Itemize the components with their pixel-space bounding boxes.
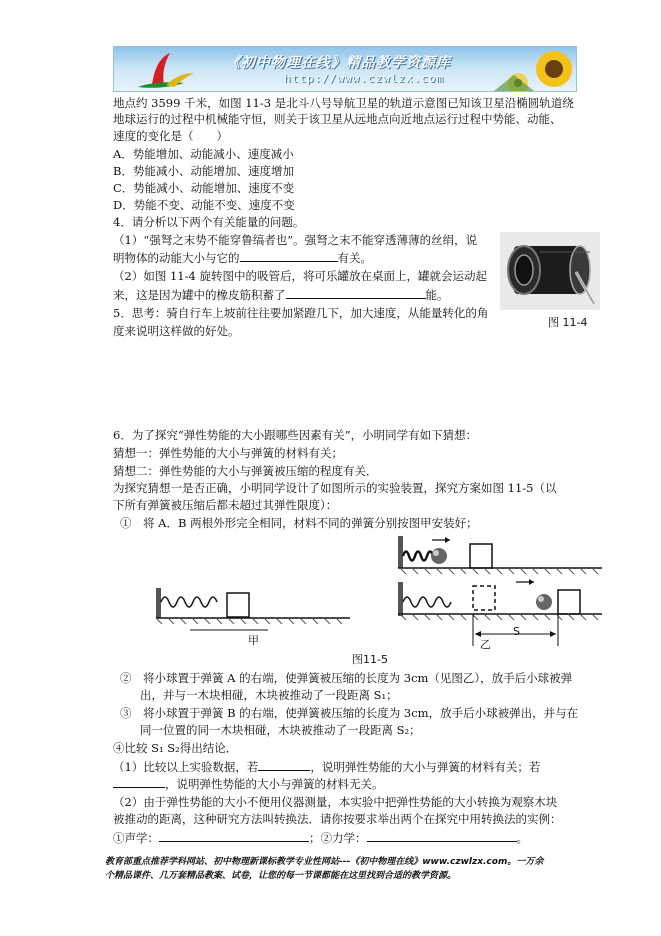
- q6-sub1-line2: ，说明弹性势能的大小与弹簧的材料无关。: [113, 776, 384, 792]
- footer-line-1: 教育部重点推荐学科网站、初中物理新课标教学专业性网站---《初中物理在线》www.czwlzx.com。一万余: [105, 857, 544, 867]
- q5-line-2: 度来说明这样做的好处。: [113, 324, 240, 338]
- figure-11-4-caption: 图 11-4: [548, 316, 588, 329]
- figure-11-5-caption: 图11-5: [352, 653, 388, 666]
- label-s: S: [513, 625, 520, 638]
- q3-option-d: D．势能不变、动能不变、速度不变: [113, 198, 295, 212]
- block-initial-dashed: [473, 586, 495, 610]
- q6-step-2-line1: ② 将小球置于弹簧 A 的右端，使弹簧被压缩的长度为 3cm（见图乙），放手后小球被弹: [120, 671, 573, 685]
- answer-blank[interactable]: [258, 759, 310, 771]
- ball-lower: [536, 594, 552, 610]
- q6-sub2-line2: 被推动的距离，这种研究方法叫转换法．请你按要求举出两个在探究中用转换法的实例：: [113, 812, 562, 826]
- q4-part1-line2: 明物体的动能大小与它的 有关。: [113, 251, 372, 265]
- logo-yellow-swoosh: [166, 73, 194, 87]
- sunflower-center: [545, 60, 563, 78]
- compressed-spring: [403, 552, 433, 561]
- answer-blank[interactable]: [240, 250, 338, 262]
- q5-line-1: 5．思考：骑自行车上坡前往往要加紧蹬几下，加大速度，从能量转化的角: [113, 306, 489, 320]
- figure-11-4-can: [500, 232, 600, 310]
- q3-line-1: 地点约 3599 千米，如图 11-3 是北斗八号导航卫星的轨道示意图已知该卫星沿椭圆轨道绕: [113, 96, 574, 110]
- banner-url: http://www.czwlzx.com: [284, 72, 445, 85]
- q3-option-a: A．势能增加、动能减小、速度减小: [113, 147, 294, 161]
- q4-part1-line1: （1）“强弩之末势不能穿鲁缟者也”。强弩之末不能穿透薄薄的丝绢，说: [113, 233, 478, 247]
- block-jia: [227, 593, 249, 617]
- answer-blank[interactable]: [113, 776, 165, 788]
- q4-stem: 4．请分析以下两个有关能量的问题。: [113, 215, 305, 229]
- page-footer: [105, 855, 575, 883]
- footer-line-2: 个精品课件、几万套精品教案、试卷，让您的每一节课都能在这里找到合适的教学资源。: [105, 871, 457, 881]
- q6-plan-line2: 下所有弹簧被压缩后都未超过其弹性限度）：: [113, 498, 338, 512]
- q6-sub2-line1: （2）由于弹性势能的大小不便用仪器测量，本实验中把弹性势能的大小转换为观察木块: [113, 795, 558, 809]
- q6-guess-1: 猜想一：弹性势能的大小与弹簧的材料有关；: [113, 446, 343, 460]
- setup-yi-lower: [398, 579, 602, 646]
- figure-11-5-apparatus: [150, 530, 610, 652]
- q3-option-c: C．势能减小、动能增加、速度不变: [113, 181, 295, 195]
- q6-step-1: ① 将 A．B 两根外形完全相同，材料不同的弹簧分别按图甲安装好；: [120, 516, 478, 530]
- answer-blank[interactable]: [159, 830, 309, 842]
- q3-line-3: 速度的变化是（ ）: [113, 129, 228, 143]
- q6-sub2-line3: ①声学： ；②力学： 。: [113, 831, 528, 845]
- q6-step-2-line2: 出，并与一木块相碰，木块被推动了一段距离 S₁；: [140, 688, 398, 702]
- ball-upper: [431, 548, 447, 564]
- q6-step-4: ④比较 S₁ S₂得出结论．: [113, 741, 238, 755]
- spring-jia: [161, 597, 217, 607]
- banner-title: 《初中物理在线》精品教学资源库: [226, 55, 451, 71]
- q6-plan-line1: 为探究猜想一是否正确，小明同学设计了如图所示的实验装置，探究方案如图 11-5（以: [113, 481, 557, 495]
- q6-sub1-line1: （1）比较以上实验数据，若 ，说明弹性势能的大小与弹簧的材料有关；若: [113, 760, 541, 774]
- label-yi: 乙: [480, 638, 491, 651]
- q4-part2-line2: 来，这是因为罐中的橡皮筋积蓄了 能。: [113, 288, 449, 302]
- q6-stem: 6．为了探究“弹性势能的大小跟哪些因素有关”，小明同学有如下猜想：: [113, 428, 478, 442]
- answer-blank[interactable]: [286, 287, 426, 299]
- header-banner: [113, 46, 577, 92]
- spring-yi: [403, 597, 451, 607]
- block-moved: [558, 590, 580, 614]
- q6-step-3-line2: 同一位置的同一木块相碰，木块被推动了一段距离 S₂；: [140, 723, 421, 737]
- setup-yi-upper: [398, 536, 602, 574]
- q6-guess-2: 猜想二：弹性势能的大小与弹簧被压缩的程度有关．: [113, 464, 378, 478]
- q3-option-b: B．势能减小、动能增加、速度增加: [113, 164, 294, 178]
- answer-blank[interactable]: [367, 830, 517, 842]
- setup-jia: [156, 588, 350, 630]
- q6-step-3-line1: ③ 将小球置于弹簧 B 的右端，使弹簧被压缩的长度为 3cm，放手后小球被弹出，并与在: [120, 706, 579, 720]
- q3-line-2: 地球运行的过程中机械能守恒，则关于该卫星从远地点向近地点运行过程中势能、动能、: [113, 112, 562, 126]
- label-jia: 甲: [248, 634, 259, 647]
- q4-part2-line1: （2）如图 11-4 旋转图中的吸管后，将可乐罐放在桌面上，罐就会运动起: [113, 269, 487, 283]
- logo-red-swoosh: [152, 53, 170, 85]
- block-upper: [470, 544, 492, 568]
